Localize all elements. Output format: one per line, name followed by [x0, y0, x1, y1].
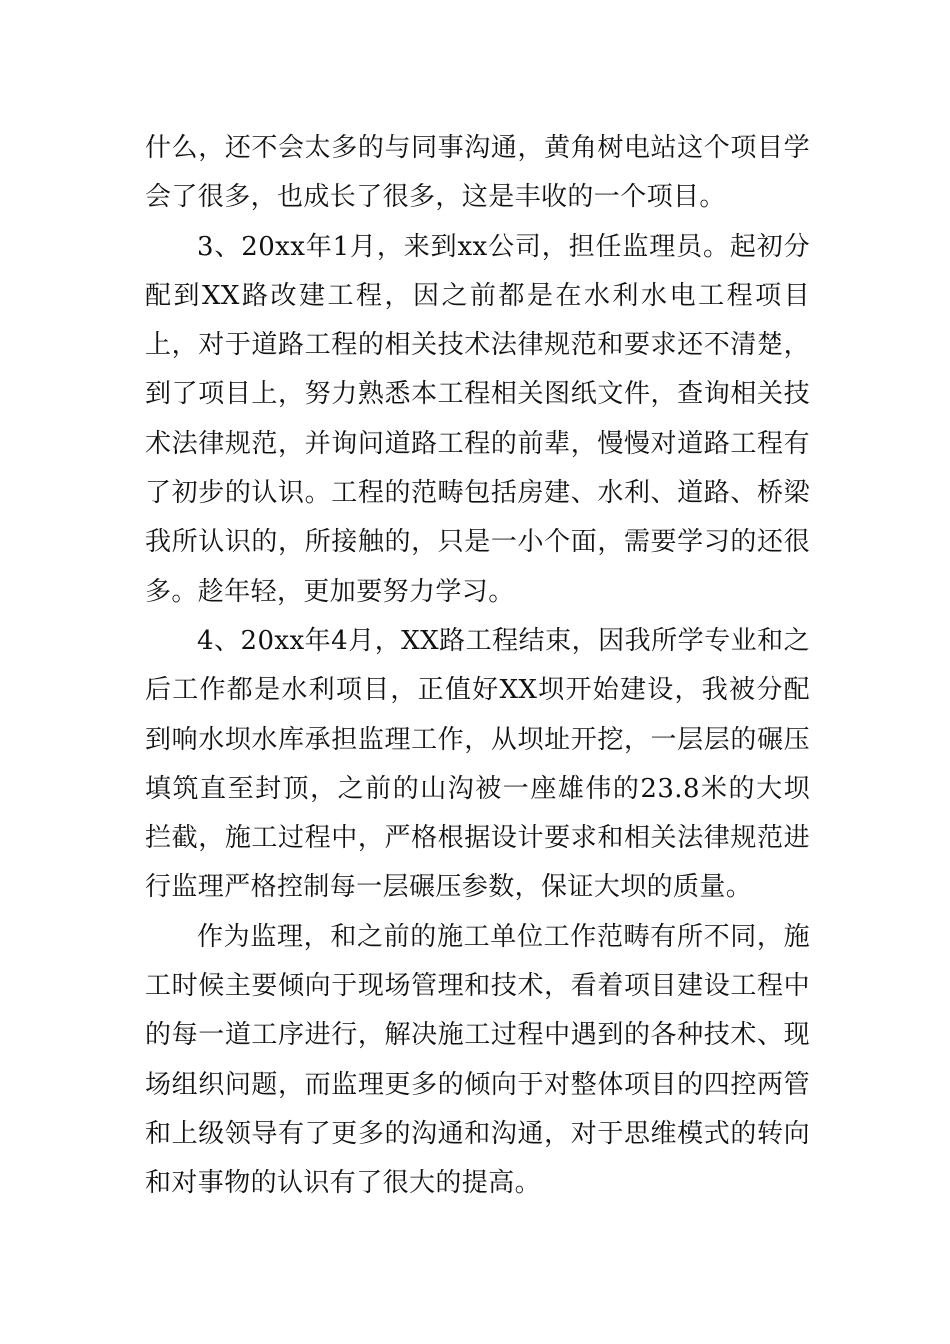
- paragraph-1: 什么，还不会太多的与同事沟通，黄角树电站这个项目学会了很多，也成长了很多，这是丰收的一个项目。: [145, 133, 810, 213]
- paragraph-2: 3、20xx年1月，来到xx公司，担任监理员。起初分配到XX路改建工程，因之前都是在水利水电工程项目上，对于道路工程的相关技术法律规范和要求还不清楚，到了项目上，努力熟悉本工程相关图纸文件，查询相关技术法律规范，并询问道路工程的前辈，慢慢对道路工程有了初步的认识。工程的范畴包括房建、水利、道路、桥梁我所认识的，所接触的，只是一小个面，需要学习的还很多。趁年轻，更加要努力学习。: [145, 231, 810, 607]
- paragraph-3: 4、20xx年4月，XX路工程结束，因我所学专业和之后工作都是水利项目，正值好XX坝开始建设，我被分配到响水坝水库承担监理工作，从坝址开挖，一层层的碾压填筑直至封顶，之前的山沟被一座雄伟的23.8米的大坝拦截，施工过程中，严格根据设计要求和相关法律规范进行监理严格控制每一层碾压参数，保证大坝的质量。: [145, 625, 810, 903]
- paragraph-4: 作为监理，和之前的施工单位工作范畴有所不同，施工时候主要倾向于现场管理和技术，看着项目建设工程中的每一道工序进行，解决施工过程中遇到的各种技术、现场组织问题，而监理更多的倾向于对整体项目的四控两管和上级领导有了更多的沟通和沟通，对于思维模式的转向和对事物的认识有了很大的提高。: [145, 921, 810, 1199]
- document-body: [145, 124, 810, 1209]
